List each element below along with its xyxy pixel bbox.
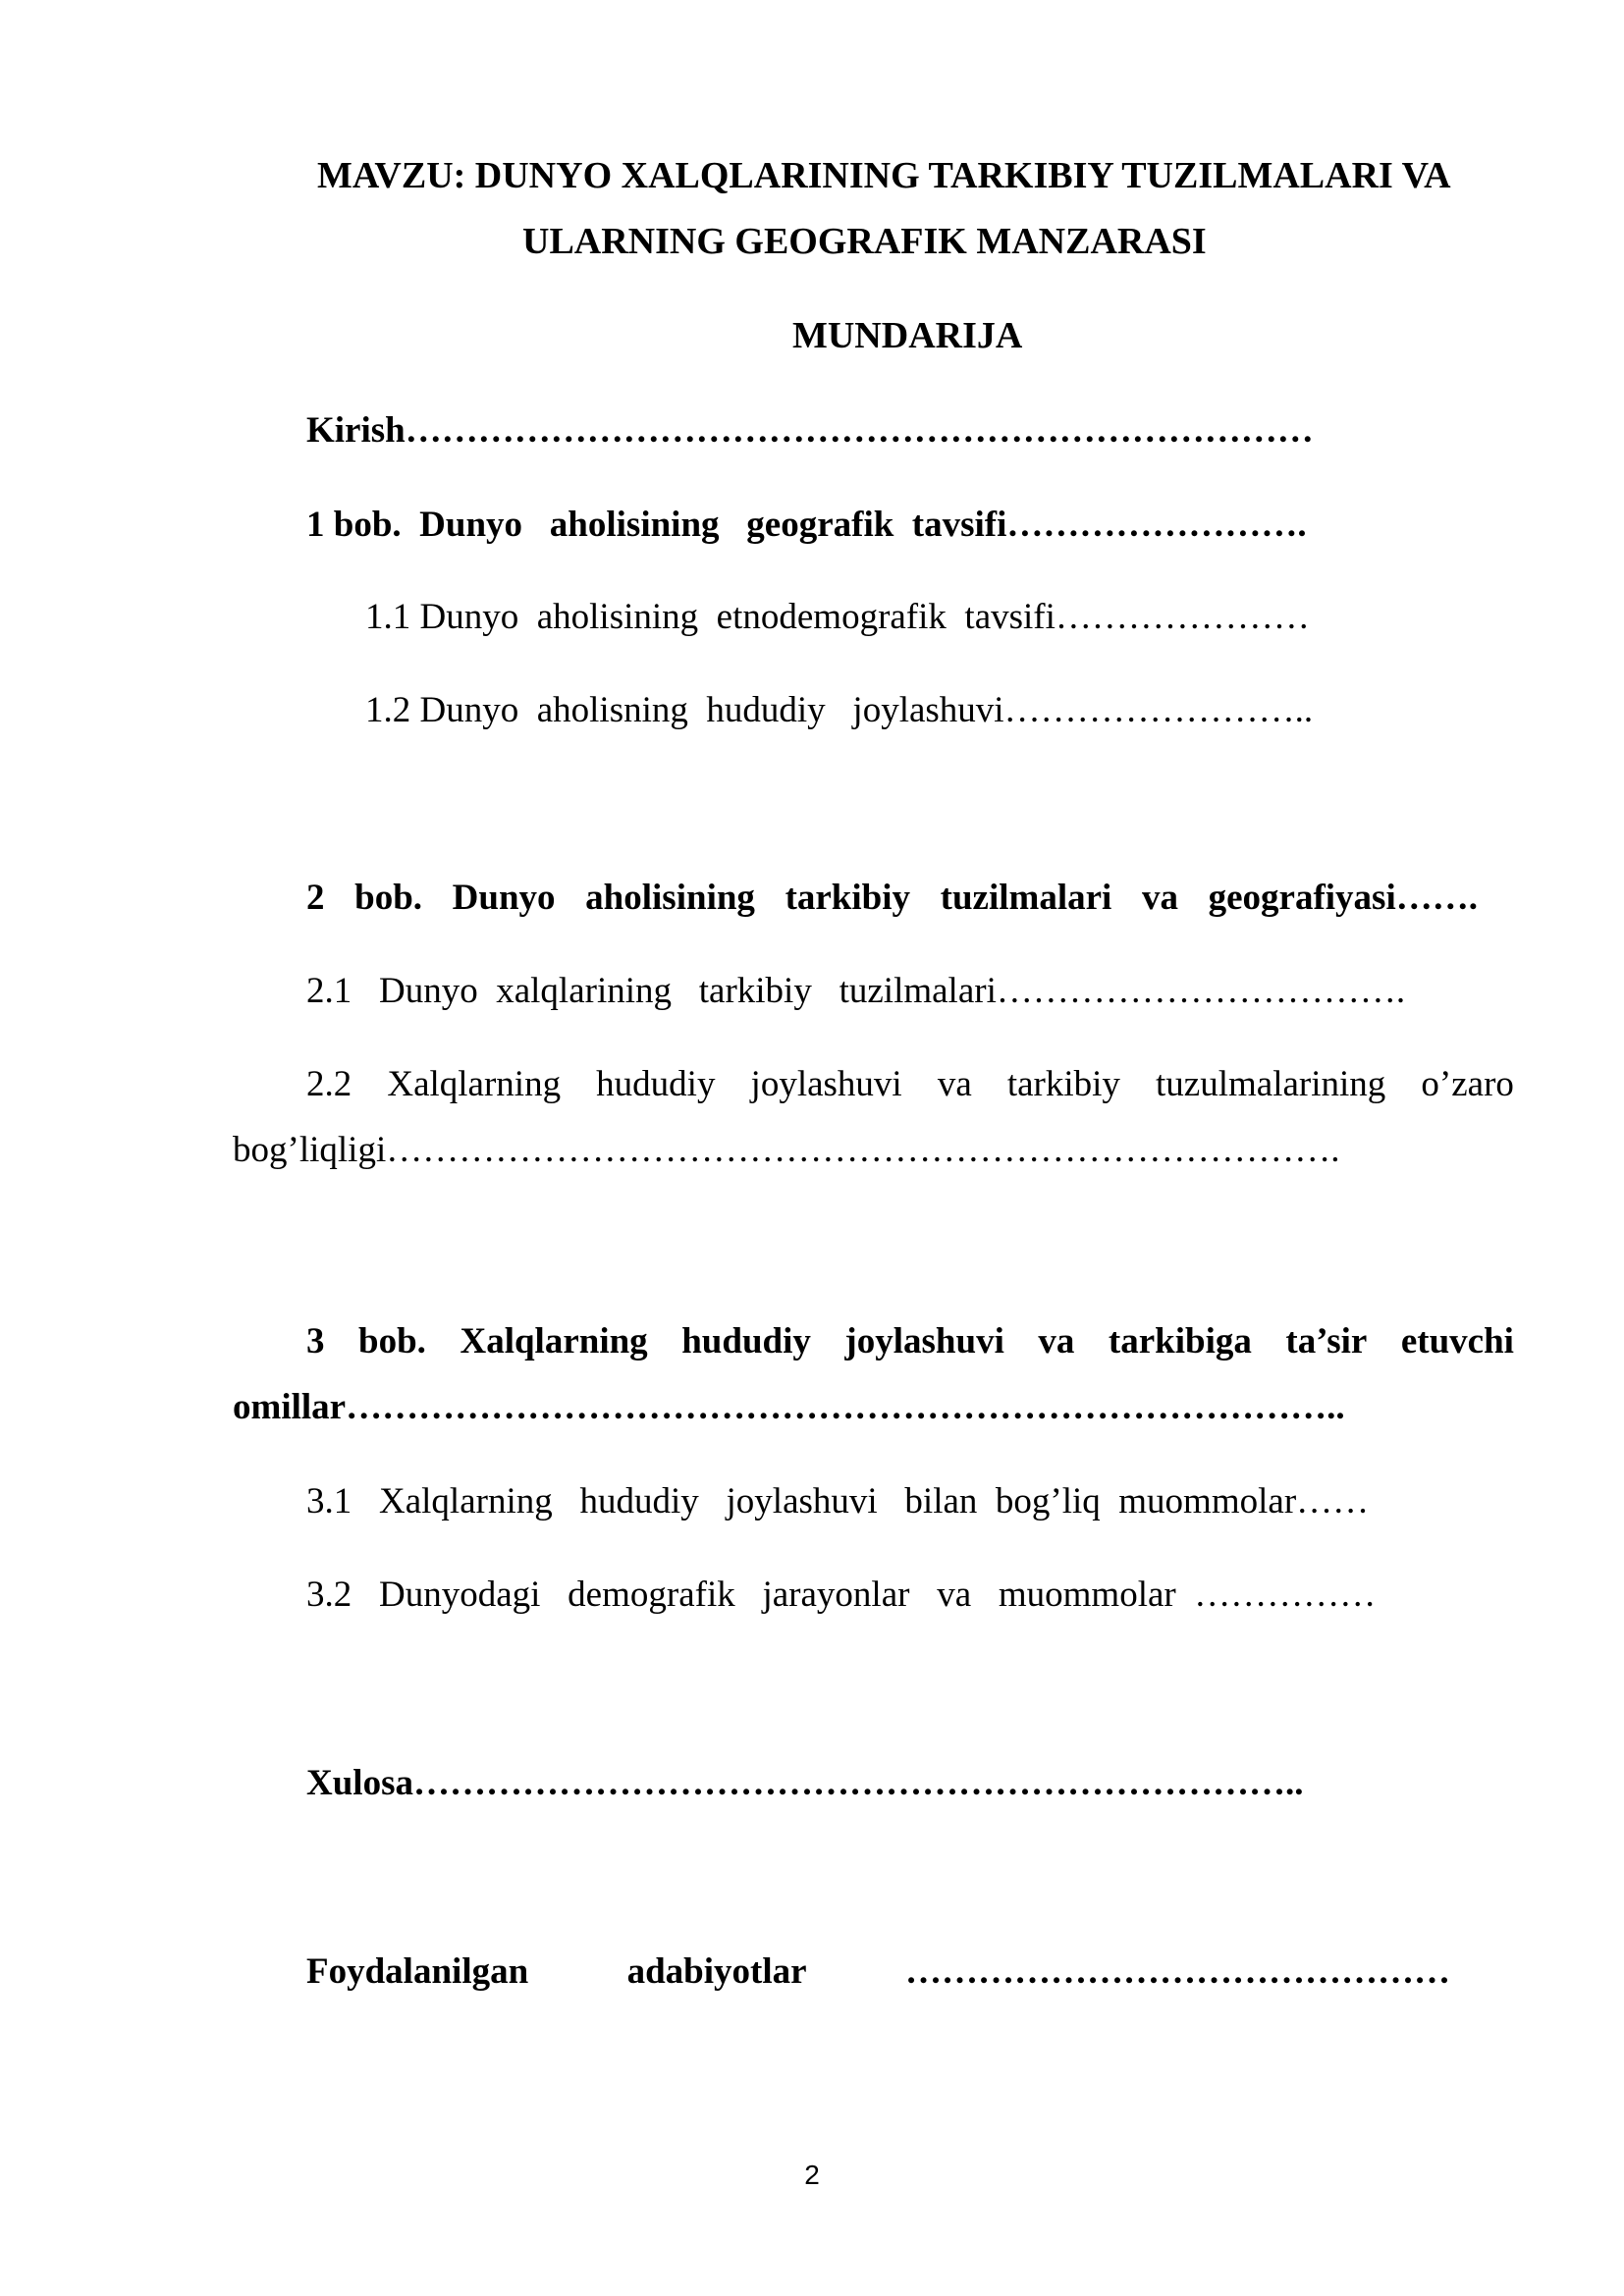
toc-word: va [937,1064,972,1104]
toc-entry-section-1-1: 1.1 Dunyo aholisining etnodemografik tavsifi………………… [365,597,1310,637]
toc-entry-conclusion: Xulosa……………………………………………………………….. [306,1763,1304,1803]
toc-word: 2 [306,878,325,918]
toc-entry-chapter-2 [306,877,1478,919]
page-number: 2 [804,2160,820,2190]
toc-word: 3 [306,1321,325,1362]
toc-word: Xalqlarning [387,1064,562,1104]
toc-entry-chapter-3 [306,1320,1514,1362]
toc-entry-section-3-1: 3.1 Xalqlarning hududiy joylashuvi bilan bog’liq muommolar…… [306,1481,1370,1522]
document-title-line-2: ULARNING GEOGRAFIK MANZARASI [522,221,1207,262]
toc-word: geografiyasi……. [1208,878,1478,918]
toc-entry-section-3-2: 3.2 Dunyodagi demografik jarayonlar va muommolar …………… [306,1575,1377,1615]
toc-entry-references [306,1950,1450,1993]
toc-word: joylashuvi [844,1321,1004,1362]
toc-word: va [1141,878,1178,918]
document-title-line-1: MAVZU: DUNYO XALQLARINING TARKIBIY TUZILMALARI VA [317,155,1451,196]
toc-word: Xalqlarning [460,1321,648,1362]
toc-entry-chapter-3-continuation: omillar……………………………………………………………………….. [233,1387,1345,1427]
toc-word: tarkibiga [1108,1321,1252,1362]
toc-word: Dunyo [452,878,556,918]
toc-entry-chapter-1: 1 bob. Dunyo aholisining geografik tavsifi……………………. [306,505,1307,545]
toc-word: Foydalanilgan [306,1951,529,1992]
toc-word: tuzulmalarining [1156,1064,1386,1104]
toc-word: bob. [354,878,423,918]
toc-entry-section-1-2: 1.2 Dunyo aholisning hududiy joylashuvi…………………….. [365,690,1314,730]
toc-word: o’zaro [1421,1064,1514,1104]
toc-entry-intro: Kirish………………………………………………………………… [306,410,1314,451]
toc-word: 2.2 [306,1064,352,1104]
toc-word: joylashuvi [750,1064,902,1104]
toc-word: ta’sir [1285,1321,1368,1362]
toc-word: hududiy [596,1064,716,1104]
toc-entry-section-2-2-continuation: bog’liqligi……………………………………………………………………. [233,1130,1340,1170]
toc-word: va [1038,1321,1075,1362]
toc-word: aholisining [585,878,755,918]
toc-word: tarkibiy [785,878,911,918]
toc-word: tarkibiy [1006,1064,1120,1104]
toc-word: adabiyotlar [626,1951,807,1992]
toc-entry-section-2-2 [306,1063,1514,1105]
contents-heading: MUNDARIJA [792,315,1023,356]
toc-entry-section-2-1: 2.1 Dunyo xalqlarining tarkibiy tuzilmalari……………………………. [306,971,1406,1011]
toc-word: ……………………………………… [905,1951,1450,1992]
toc-word: bob. [358,1321,426,1362]
toc-word: tuzilmalari [940,878,1112,918]
toc-word: etuvchi [1400,1321,1514,1362]
toc-word: hududiy [681,1321,811,1362]
